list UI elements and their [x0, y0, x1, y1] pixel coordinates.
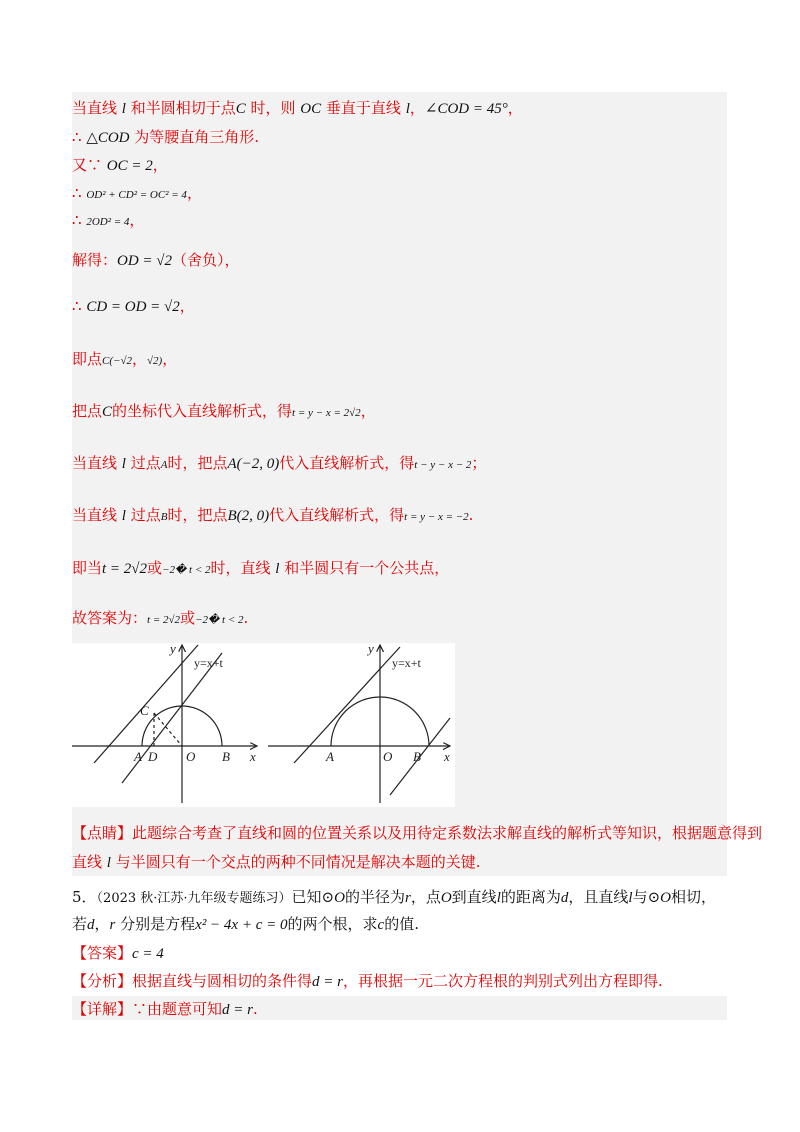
solution-line-12: 即当t = 2√2或−2� t < 2时，直线 l 和半圆只有一个公共点，: [72, 559, 450, 577]
answer-line: 【答案】c = 4: [72, 944, 164, 962]
solution-line-5: ∴ 2OD² = 4，: [72, 211, 145, 229]
left-c-label: C: [140, 703, 149, 718]
left-b-label: B: [222, 749, 230, 764]
left-o-label: O: [186, 749, 196, 764]
right-eq-label: y=x+t: [392, 656, 421, 670]
right-a-label: A: [326, 749, 334, 764]
solution-line-7: ∴ CD = OD = √2，: [72, 297, 195, 315]
right-x-label: x: [444, 749, 450, 764]
solution-line-4: ∴ OD² + CD² = OC² = 4，: [72, 184, 202, 202]
solution-line-8: 即点C(−√2，√2)，: [72, 350, 178, 368]
right-o-label: O: [383, 749, 393, 764]
solution-line-6: 解得：OD = √2（舍负），: [72, 251, 240, 269]
right-y-label: y: [368, 643, 374, 656]
coordinate-figure: [72, 643, 455, 807]
left-a-label: A: [134, 749, 142, 764]
problem-line-1: 5．（2023 秋·江苏·九年级专题练习）已知⊙O的半径为r，点O到直线l的距离为d，且直线l与⊙O相切，: [72, 888, 716, 906]
solution-line-10: 当直线 l 过点A时，把点A(−2, 0)代入直线解析式，得t − y − x − 2；: [72, 454, 487, 472]
left-y-label: y: [170, 643, 176, 656]
comment-line-2: 直线 l 与半圆只有一个交点的两种不同情况是解决本题的关键.: [72, 853, 481, 871]
problem-line-2: 若d，r 分别是方程x² − 4x + c = 0的两个根，求c的值.: [72, 915, 419, 933]
comment-line-1: 【点睛】此题综合考查了直线和圆的位置关系以及用待定系数法求解直线的解析式等知识，根据题意得到: [72, 824, 763, 842]
solution-line-2: ∴ △COD 为等腰直角三角形.: [72, 128, 260, 146]
solution-line-11: 当直线 l 过点B时，把点B(2, 0)代入直线解析式，得t = y − x = −2.: [72, 506, 474, 524]
detail-line: 【详解】∵由题意可知d = r.: [72, 1000, 258, 1018]
left-d-label: D: [148, 749, 158, 764]
solution-line-9: 把点C的坐标代入直线解析式，得t = y − x = 2√2，: [72, 402, 376, 420]
left-x-label: x: [250, 749, 256, 764]
solution-line-1: 当直线 l 和半圆相切于点C 时，则 OC 垂直于直线 l，∠COD = 45°，: [72, 99, 523, 117]
solution-line-13: 故答案为：t = 2√2或−2� t < 2.: [72, 609, 249, 627]
right-b-label: B: [413, 749, 421, 764]
left-eq-label: y=x+t: [194, 656, 223, 670]
analysis-line: 【分析】根据直线与圆相切的条件得d = r，再根据一元二次方程根的判别式列出方程即得.: [72, 972, 663, 990]
solution-line-3: 又∵ OC = 2，: [72, 156, 168, 174]
